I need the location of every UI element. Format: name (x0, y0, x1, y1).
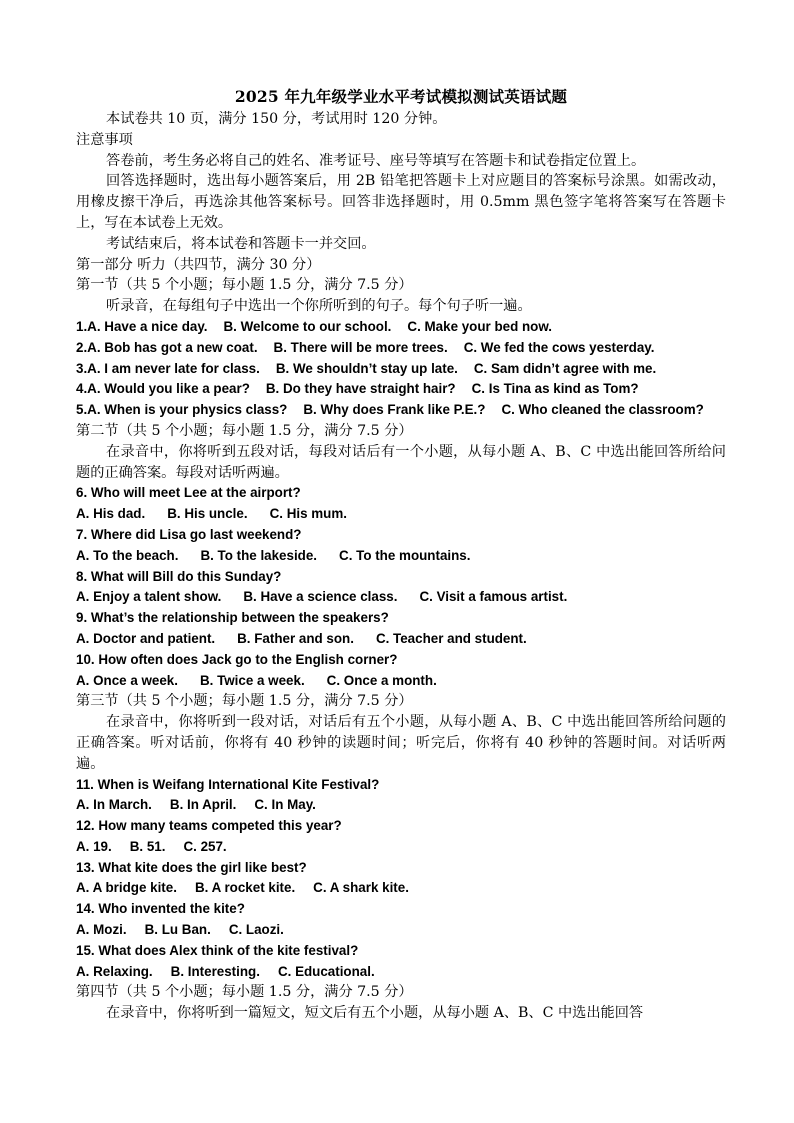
option-a: A. Mozi. (76, 922, 127, 938)
question-item (76, 317, 726, 338)
options-row (76, 920, 726, 941)
question-text: 15. What does Alex think of the kite festival? (76, 942, 359, 958)
question-text: 12. How many teams competed this year? (76, 818, 342, 834)
options-row (76, 795, 726, 816)
option-c: C. A shark kite. (313, 880, 409, 896)
question-text: 10. How often does Jack go to the English corner? (76, 651, 398, 667)
option-c: C. Make your bed now. (407, 318, 552, 334)
option-a: 2.A. Bob has got a new coat. (76, 339, 258, 355)
options-row (76, 629, 726, 650)
option-b: B. In April. (169, 797, 237, 813)
question-text: 6. Who will meet Lee at the airport? (76, 485, 301, 501)
options-row (76, 671, 726, 692)
option-c: C. His mum. (269, 506, 347, 522)
option-a: A. A bridge kite. (76, 880, 177, 896)
question-item (76, 400, 726, 421)
option-a: A. Once a week. (76, 672, 178, 688)
question-item (76, 379, 726, 400)
notice-item-2: 回答选择题时，选出每小题答案后，用 2B 铅笔把答题卡上对应题目的答案标号涂黑。如需改动，用橡皮擦干净后，再选涂其他答案标号。回答非选择题时，用 0.5mm 黑色签字笔将答案写在答题卡上，写在本试卷上无效。 (76, 173, 726, 231)
option-c: C. We fed the cows yesterday. (463, 339, 655, 355)
option-a: A. Relaxing. (76, 963, 153, 979)
option-b: B. There will be more trees. (273, 339, 448, 355)
option-b: B. 51. (129, 838, 166, 854)
option-b: B. Lu Ban. (144, 922, 211, 938)
section1-instruction: 听录音，在每组句子中选出一个你所听到的句子。每个句子听一遍。 (106, 298, 532, 315)
option-c: C. To the mountains. (339, 547, 471, 563)
option-c: C. Sam didn’t agree with me. (473, 360, 657, 376)
option-a: A. His dad. (76, 506, 146, 522)
question-item (76, 359, 726, 380)
option-b: B. Have a science class. (243, 589, 398, 605)
option-a: A. 19. (76, 838, 112, 854)
section4-heading: 第四节（共 5 个小题；每小题 1.5 分，满分 7.5 分） (76, 984, 413, 1001)
options-row (76, 546, 726, 567)
question-text: 13. What kite does the girl like best? (76, 859, 307, 875)
option-c: C. Once a month. (326, 672, 437, 688)
option-b: B. Why does Frank like P.E.? (303, 402, 486, 418)
option-a: 3.A. I am never late for class. (76, 360, 260, 376)
section3-heading: 第三节（共 5 个小题；每小题 1.5 分，满分 7.5 分） (76, 693, 413, 710)
option-b: B. A rocket kite. (194, 880, 296, 896)
exam-page (76, 86, 726, 1024)
option-c: C. Teacher and student. (375, 630, 527, 646)
options-row (76, 878, 726, 899)
notice-heading: 注意事项 (76, 131, 133, 148)
option-b: B. Father and son. (237, 630, 354, 646)
question-text: 7. Where did Lisa go last weekend? (76, 526, 302, 542)
question-text: 8. What will Bill do this Sunday? (76, 568, 282, 584)
question-text: 14. Who invented the kite? (76, 901, 245, 917)
part1-heading: 第一部分 听力（共四节，满分 30 分） (76, 256, 321, 273)
option-a: A. Enjoy a talent show. (76, 589, 222, 605)
option-a: A. To the beach. (76, 547, 179, 563)
option-b: B. Do they have straight hair? (265, 381, 456, 397)
section2-instruction: 在录音中，你将听到五段对话，每段对话后有一个小题，从每小题 A、B、C 中选出能回答所给问题的正确答案。每段对话听两遍。 (76, 443, 726, 481)
section2-heading: 第二节（共 5 个小题；每小题 1.5 分，满分 7.5 分） (76, 422, 413, 439)
option-c: C. In May. (254, 797, 316, 813)
question-item (76, 338, 726, 359)
option-b: B. Twice a week. (199, 672, 305, 688)
options-row (76, 587, 726, 608)
option-a: 4.A. Would you like a pear? (76, 381, 250, 397)
option-c: C. Laozi. (228, 922, 284, 938)
option-a: 5.A. When is your physics class? (76, 402, 288, 418)
section3-instruction: 在录音中，你将听到一段对话，对话后有五个小题，从每小题 A、B、C 中选出能回答所给问题的正确答案。听对话前，你将有 40 秒钟的读题时间；听完后，你将有 40 秒钟的答题时间。对话听两遍。 (76, 714, 726, 772)
option-b: B. We shouldn’t stay up late. (275, 360, 458, 376)
option-b: B. His uncle. (167, 506, 248, 522)
option-a: 1.A. Have a nice day. (76, 318, 208, 334)
option-c: C. Who cleaned the classroom? (501, 402, 704, 418)
option-a: A. In March. (76, 797, 152, 813)
section4-instruction: 在录音中，你将听到一篇短文，短文后有五个小题，从每小题 A、B、C 中选出能回答 (106, 1005, 644, 1022)
option-c: C. 257. (183, 838, 227, 854)
option-b: B. Welcome to our school. (223, 318, 392, 334)
options-row (76, 962, 726, 983)
page-title: 2025 年九年级学业水平考试模拟测试英语试题 (234, 87, 568, 106)
option-a: A. Doctor and patient. (76, 630, 216, 646)
intro-text: 本试卷共 10 页，满分 150 分，考试用时 120 分钟。 (106, 111, 447, 127)
option-c: C. Visit a famous artist. (419, 589, 568, 605)
notice-item-1: 答卷前，考生务必将自己的姓名、准考证号、座号等填写在答题卡和试卷指定位置上。 (106, 152, 646, 169)
option-b: B. Interesting. (170, 963, 260, 979)
option-b: B. To the lakeside. (200, 547, 318, 563)
options-row (76, 837, 726, 858)
options-row (76, 504, 726, 525)
question-text: 9. What’s the relationship between the speakers? (76, 610, 389, 626)
option-c: C. Educational. (277, 963, 375, 979)
question-text: 11. When is Weifang International Kite Festival? (76, 776, 380, 792)
section1-heading: 第一节（共 5 个小题；每小题 1.5 分，满分 7.5 分） (76, 277, 413, 294)
notice-item-3: 考试结束后，将本试卷和答题卡一并交回。 (106, 235, 376, 252)
option-c: C. Is Tina as kind as Tom? (471, 381, 639, 397)
